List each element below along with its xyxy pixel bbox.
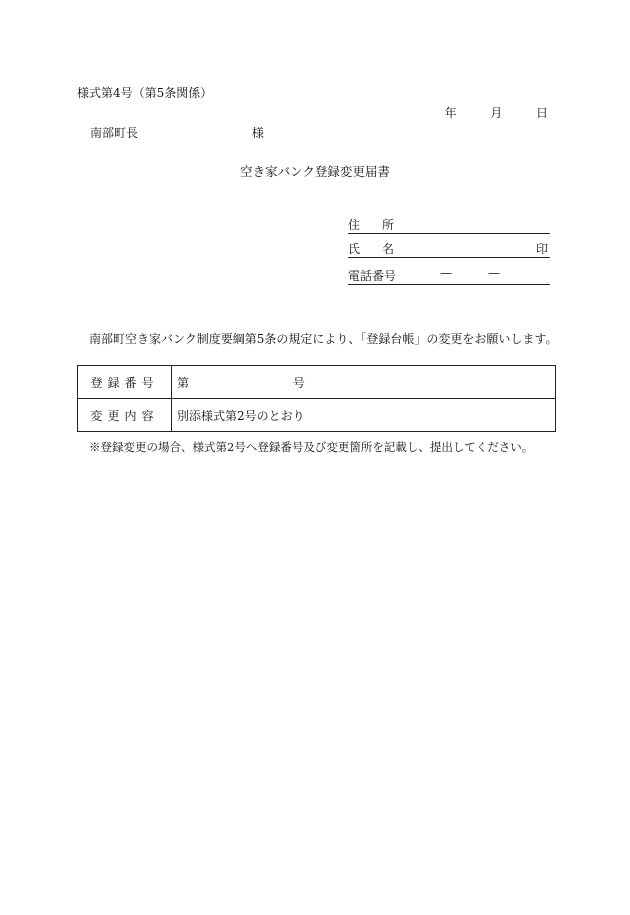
addressee <box>90 124 264 141</box>
phone-field[interactable] <box>348 266 550 285</box>
date-year: 年 <box>444 106 457 120</box>
table-row <box>78 366 556 399</box>
address-label: 住 所 <box>348 218 395 232</box>
change-content-cell[interactable]: 別添様式第2号のとおり <box>172 399 556 432</box>
phone-label: 電話番号 <box>348 269 397 283</box>
note: ※登録変更の場合、様式第2号へ登録番号及び変更箇所を記載し、提出してください。 <box>89 440 534 454</box>
seal-mark: 印 <box>535 242 548 256</box>
phone-dash-2: — <box>488 266 500 280</box>
registration-number-cell[interactable] <box>172 366 556 399</box>
registration-number-suffix: 号 <box>292 375 305 390</box>
address-field[interactable] <box>348 215 550 234</box>
document-title: 空き家バンク登録変更届書 <box>240 164 390 179</box>
change-content-header: 変更内容 <box>78 399 172 432</box>
addressee-name: 南部町長 <box>90 126 139 140</box>
registration-number-header: 登録番号 <box>78 366 172 399</box>
registration-number-prefix: 第 <box>177 375 190 390</box>
date-month: 月 <box>490 106 503 120</box>
date-line <box>445 104 548 121</box>
request-statement: 南部町空き家バンク制度要綱第5条の規定により、「登録台帳」の変更をお願いします。 <box>89 332 558 346</box>
form-number: 様式第4号（第5条関係） <box>77 86 213 100</box>
registration-table <box>77 365 556 432</box>
phone-dash-1: — <box>440 266 452 280</box>
table-row <box>78 399 556 432</box>
name-label: 氏 名 <box>348 242 395 256</box>
date-day: 日 <box>535 106 548 120</box>
addressee-honorific: 様 <box>251 126 264 140</box>
name-field[interactable] <box>348 239 550 258</box>
